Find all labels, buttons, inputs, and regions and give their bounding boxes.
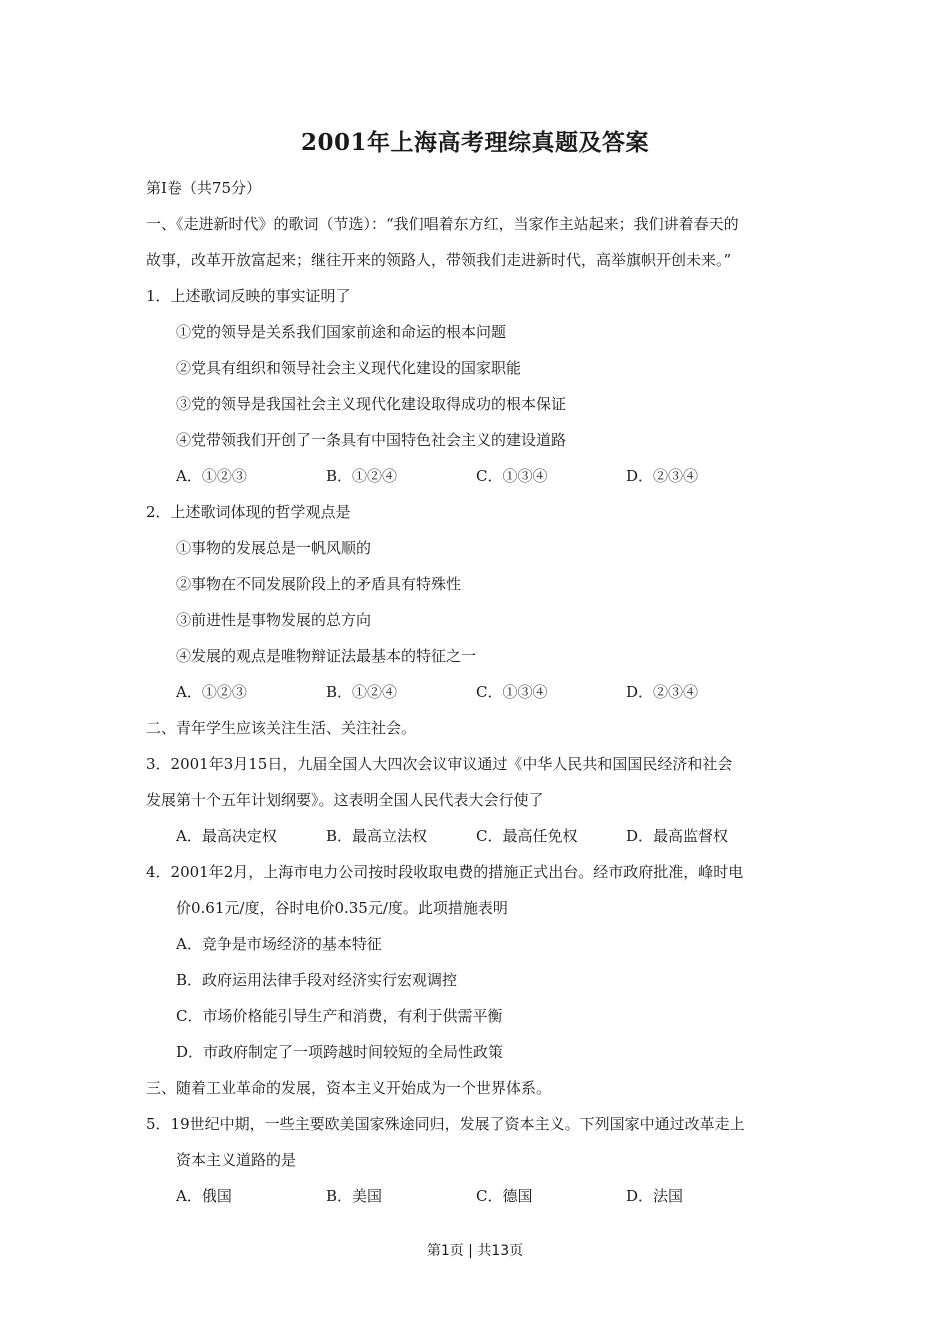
q3-options [146,818,816,854]
q2-stem: 2．上述歌词体现的哲学观点是 [146,503,351,521]
q1-item: ①党的领导是关系我们国家前途和命运的根本问题 [176,323,507,341]
q4-option-a: A．竞争是市场经济的基本特征 [176,935,382,953]
q2-option-b: B．①②④ [326,683,398,701]
q1-option-c: C．①③④ [476,467,548,485]
part2-intro: 二、青年学生应该关注生活、关注社会。 [146,719,417,737]
document-title: 2001年上海高考理综真题及答案 [300,129,649,156]
q1-options [146,458,816,494]
q3-option-d: D．最高监督权 [626,827,729,845]
q3-stem-line2: 发展第十个五年计划纲要》。这表明全国人民代表大会行使了 [146,791,544,809]
document-body [146,170,816,1214]
q4-option-b: B．政府运用法律手段对经济实行宏观调控 [176,971,458,989]
page-footer: 第1页 | 共13页 [426,1243,524,1259]
q1-option-b: B．①②④ [326,467,398,485]
part1-intro-line1: 一、《走进新时代》的歌词（节选）：“我们唱着东方红，当家作主站起来；我们讲着春天的 [146,215,739,233]
q4-stem-line2: 价0.61元/度，谷时电价0.35元/度。此项措施表明 [176,899,508,917]
q5-option-c: C．德国 [476,1187,533,1205]
q2-item: ①事物的发展总是一帆风顺的 [176,539,372,557]
q5-option-d: D．法国 [626,1187,684,1205]
q3-option-b: B．最高立法权 [326,827,428,845]
q5-option-a: A．俄国 [176,1187,232,1205]
q1-option-d: D．②③④ [626,467,699,485]
part1-intro-line2: 故事，改革开放富起来；继往开来的领路人，带领我们走进新时代，高举旗帜开创未来。” [146,251,732,269]
q2-option-a: A．①②③ [176,683,247,701]
q4-option-c: C．市场价格能引导生产和消费，有利于供需平衡 [176,1007,503,1025]
q5-stem-line2: 资本主义道路的是 [176,1151,297,1169]
q2-option-d: D．②③④ [626,683,699,701]
q2-item: ②事物在不同发展阶段上的矛盾具有特殊性 [176,575,462,593]
q4-stem-line1: 4．2001年2月，上海市电力公司按时段收取电费的措施正式出台。经市政府批准，峰时电 [146,863,744,881]
q5-option-b: B．美国 [326,1187,383,1205]
q4-option-d: D．市政府制定了一项跨越时间较短的全局性政策 [176,1043,504,1061]
section-heading: 第Ⅰ卷（共75分） [146,179,262,197]
q1-stem: 1．上述歌词反映的事实证明了 [146,287,351,305]
q5-stem-line1: 5．19世纪中期，一些主要欧美国家殊途同归，发展了资本主义。下列国家中通过改革走上 [146,1115,745,1133]
q3-option-a: A．最高决定权 [176,827,277,845]
q2-item: ④发展的观点是唯物辩证法最基本的特征之一 [176,647,477,665]
q2-option-c: C．①③④ [476,683,548,701]
q1-item: ③党的领导是我国社会主义现代化建设取得成功的根本保证 [176,395,567,413]
q2-options [146,674,816,710]
part3-intro: 三、随着工业革命的发展，资本主义开始成为一个世界体系。 [146,1079,552,1097]
q5-options [146,1178,816,1214]
q1-option-a: A．①②③ [176,467,247,485]
q1-item: ④党带领我们开创了一条具有中国特色社会主义的建设道路 [176,431,567,449]
q1-item: ②党具有组织和领导社会主义现代化建设的国家职能 [176,359,522,377]
q2-item: ③前进性是事物发展的总方向 [176,611,372,629]
q3-option-c: C．最高任免权 [476,827,578,845]
q3-stem-line1: 3．2001年3月15日，九届全国人大四次会议审议通过《中华人民共和国国民经济和社会 [146,755,733,773]
